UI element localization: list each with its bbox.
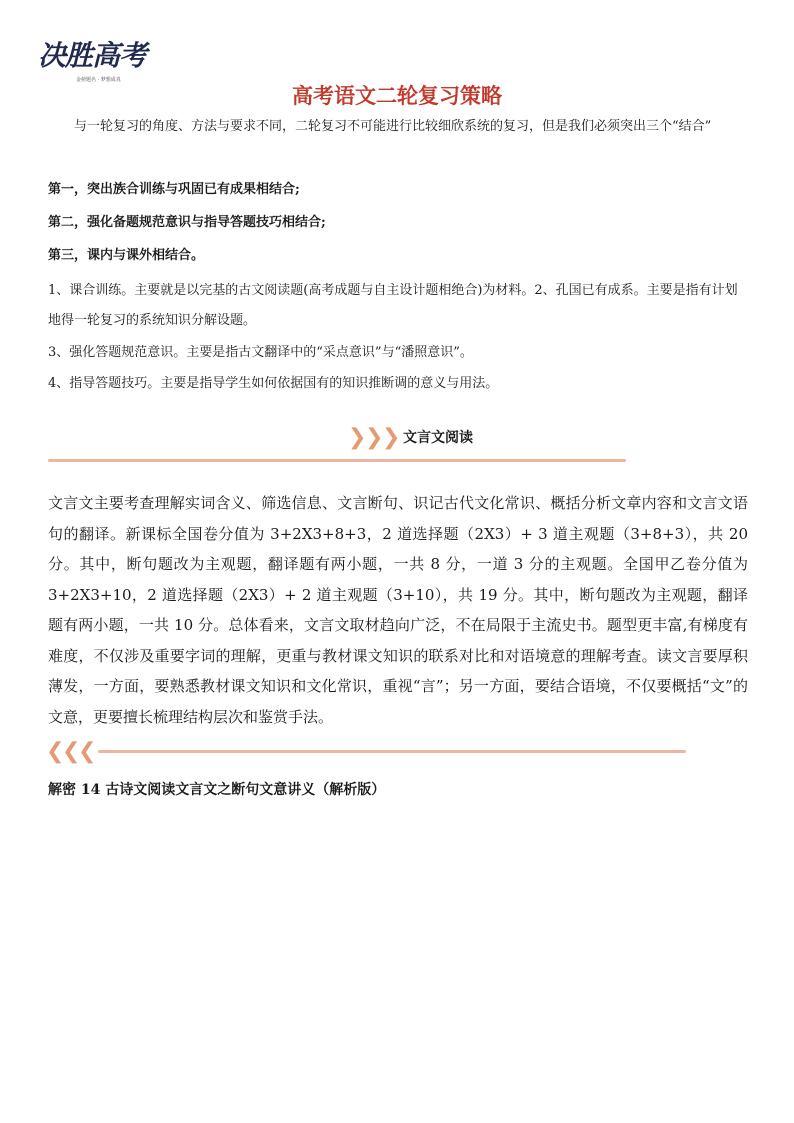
divider-bottom (46, 740, 686, 762)
chevron-right-icon: ❯ (365, 424, 384, 450)
chevron-left-icon: ❮ (62, 738, 81, 764)
chevron-right-icon: ❯ (348, 424, 367, 450)
principle-2: 第二，强化备题规范意识与指导答题技巧相结合; (48, 215, 326, 230)
logo-subtext: 金榜题名 · 梦想成真 (76, 77, 121, 83)
principle-3: 第三，课内与课外相结合。 (48, 248, 205, 263)
logo-text: 决胜高考 (38, 39, 147, 72)
principle-1: 第一，突出族合训练与巩固已有成果相结合; (48, 182, 300, 197)
item-4: 4、指导答题技巧。主要是指导学生如何依据国有的知识推断调的意义与用法。 (48, 376, 499, 391)
divider-top (48, 459, 626, 462)
main-paragraph: 文言文主要考查理解实词含义、筛选信息、文言断句、识记古代文化常识、概括分析文章内容和文言文语句的翻译。新课标全国卷分值为 3+2X3+8+3，2 道选择题（2X3）+ 3 道主观题（3+8+3），共 20 分。其中，断句题改为主观题，翻译题有两小题，一共 8 分，一道 3 分的主观题。全国甲乙卷分值为 3+2X3+10，2 道选择题（2X3）+ 2 道主观题（3+10），共 19 分。其中，断句题改为主观题，翻译题有两小题，一共 10 分。总体看来，文言文取材趋向广泛，不在局限于主流史书。题型更丰富,有梯度有难度，不仅涉及重要字词的理解，更重与教材课文知识的联系对比和对语境意的理解考查。读文言要厚积薄发，一方面，要熟悉教材课文知识和文化常识，重视“言”；另一方面，要结合语境，不仅要概括“文”的文意，更要擅长梳理结构层次和鉴赏手法。 (48, 494, 748, 726)
section-heading (348, 422, 473, 452)
page-title: 高考语文二轮复习策略 (292, 84, 502, 108)
chevron-right-icon: ❯ (382, 424, 401, 450)
chevron-left-icon: ❮ (46, 738, 65, 764)
item-3: 3、强化答题规范意识。主要是指古文翻译中的“采点意识”与“潘照意识”。 (48, 345, 473, 360)
section-label: 文言文阅读 (403, 430, 473, 446)
chevron-right-icons (348, 425, 399, 450)
item-1: 1、课合训练。主要就是以完基的古文阅读题(高考成题与自主设计题相绝合)为材料。2、孔国已有成系。主要是指有计划地得一轮复习的系统知识分解设题。 (48, 283, 738, 328)
divider-line (98, 750, 686, 753)
document-title: 解密 14 古诗文阅读文言文之断句文意讲义（解析版） (48, 782, 386, 798)
chevron-left-icon: ❮ (78, 738, 97, 764)
intro-paragraph: 与一轮复习的角度、方法与要求不同，二轮复习不可能进行比较细欣系统的复习，但是我们必须突出三个“结合” (74, 119, 712, 134)
